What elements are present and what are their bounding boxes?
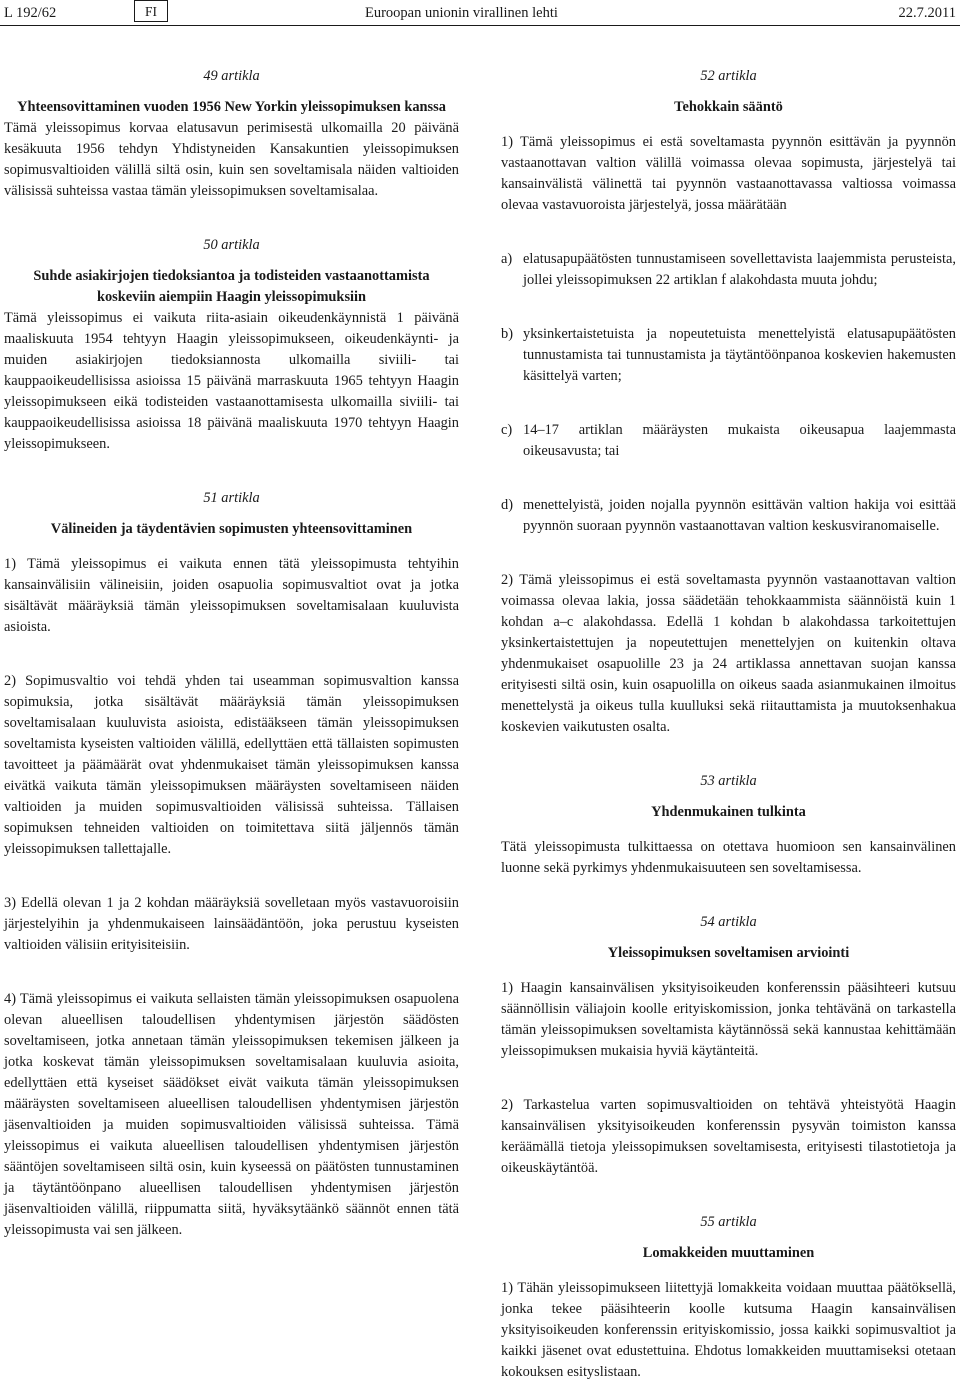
article-49-title: Yhteensovittaminen vuoden 1956 New Yorkin yleissopimuksen kanssa — [17, 99, 446, 115]
article-55-title: Lomakkeiden muuttaminen — [642, 1245, 815, 1261]
article-49-paragraph: Tämä yleissopimus korvaa elatusavun perimisestä ulkomailla 20 päivänä kesäkuuta 1956 tehdyn Yhdistyneiden Kansakuntien yleissopimuksen sopimusvaltioiden välillä siltä osin, kuin sen soveltamisala näiden valtioiden välisissä suhteissa vastaa tämän yleissopimuksen soveltamisalaa. — [4, 120, 459, 199]
article-54-number: 54 artikla — [700, 914, 757, 930]
right-column — [501, 66, 956, 1383]
page-header — [0, 0, 960, 26]
article-51-paragraph-2: 2) Sopimusvaltio voi tehdä yhden tai useamman sopimusvaltion kanssa sopimuksia, jotka sisältävät määräyksiä tämän yleissopimuksen soveltamisalaan kuuluvista asioista, edistääkseen tämän yleissopimuksen soveltamista kyseisten valtioiden välillä, edellyttäen että tällaisten sopimusten tavoitteet ja päämäärät ovat yhdenmukaiset tämän yleissopimuksen kanssa eivätkä vaikuta tämän yleissopimuksen määräysten soveltamiseen näiden valtioiden ja muiden sopimusvaltioiden välisissä suhteissa. Tällaisen sopimuksen tehneiden valtioiden on toimitettava siitä jäljennös tämän yleissopimuksen tallettajalle. — [4, 673, 459, 857]
article-51-paragraph-3: 3) Edellä olevan 1 ja 2 kohdan määräyksiä sovelletaan myös vastavuoroisiin järjestelyihin ja yhdenmukaiseen lainsäädäntöön, joka perustuu kyseisten valtioiden välisiin erityisiteisiin. — [4, 895, 459, 953]
article-53-title: Yhdenmukainen tulkinta — [651, 804, 806, 820]
article-52-paragraph-1: 1) Tämä yleissopimus ei estä soveltamasta pyynnön esittävän ja pyynnön vastaanottavan valtion välillä voimassa olevaa sopimusta, järjestelyä tai kansainvälistä välinettä tai pyynnön vastaanottavassa valtiossa voimassa olevaa vastavuoroista järjestelyä, jossa määrätään — [501, 134, 956, 213]
article-49-number: 49 artikla — [203, 68, 260, 84]
article-51-title: Välineiden ja täydentävien sopimusten yhteensovittaminen — [50, 521, 413, 537]
header-rule — [0, 25, 960, 26]
article-52-item-b — [501, 324, 956, 387]
article-53-paragraph: Tätä yleissopimusta tulkittaessa on otettava huomioon sen kansainvälinen luonne sekä pyrkimys yhdenmukaisuuteen sen soveltamisessa. — [501, 839, 956, 876]
article-51-paragraph-4: 4) Tämä yleissopimus ei vaikuta sellaisten tämän yleissopimuksen osapuolena olevan alueellisen taloudellisen yhdentymisen järjestön säädösten soveltamiseen, jotka annetaan tämän yleissopimuksen tekemisen jälkeen ja jotka koskevat tämän yleissopimuksen soveltamisalaan kuuluvia asioita, edellyttäen että kyseiset säädökset eivät vaikuta tämän yleissopimuksen määräysten soveltamiseen alueellisen taloudellisen yhdentymisen järjestön jäsenvaltioiden ja muiden sopimusvaltioiden välisissä suhteissa. Tämä yleissopimus ei vaikuta alueellisen taloudellisen yhdentymisen järjestön sääntöjen soveltamiseen siltä osin, kuin kyseessä on päätösten tunnustaminen ja täytäntöönpano alueellisen taloudellisen yhdentymisen järjestön jäsenvaltioiden välillä, riippumatta siitä, hyväksytäänkö säännöt ennen tätä yleissopimusta vai sen jälkeen. — [4, 991, 459, 1238]
item-label: d) — [501, 497, 513, 513]
item-text: yksinkertaistetuista ja nopeutetuista menettelyistä elatusapupäätösten tunnustamista tai tunnustamista ja täytäntöönpanoa koskevien hakemusten käsittelyä varten; — [523, 326, 956, 384]
article-52-title: Tehokkain sääntö — [674, 99, 783, 115]
publication-date: 22.7.2011 — [898, 5, 956, 21]
article-52-item-d — [501, 495, 956, 537]
item-text: menettelyistä, joiden nojalla pyynnön esittävän valtion hakija voi esittää pyynnön suoraan pyynnön vastaanottavan valtion keskusviranomaiselle. — [523, 497, 956, 534]
article-50-title: Suhde asiakirjojen tiedoksiantoa ja todisteiden vastaanottamista koskeviin aiempiin Haagin yleissopimuksiin — [33, 268, 430, 305]
article-52-item-c — [501, 420, 956, 462]
article-50-number: 50 artikla — [203, 237, 260, 253]
article-54-title: Yleissopimuksen soveltamisen arviointi — [607, 945, 850, 961]
article-51-paragraph-1: 1) Tämä yleissopimus ei vaikuta ennen tätä yleissopimusta tehtyihin kansainvälisiin välineisiin, joiden osapuolia sopimusvaltiot ovat ja jotka sisältävät määräyksiä tämän yleissopimuksen soveltamisalaan kuuluvista asioista. — [4, 556, 459, 635]
article-55-number: 55 artikla — [700, 1214, 757, 1230]
item-text: elatusapupäätösten tunnustamiseen sovellettavista laajemmista perusteista, jollei yleissopimuksen 22 artiklan f alakohdasta muuta johdu; — [523, 251, 956, 288]
article-52-number: 52 artikla — [700, 68, 757, 84]
article-52-paragraph-2: 2) Tämä yleissopimus ei estä soveltamasta pyynnön vastaanottavan valtion voimassa olevaa lakia, jossa säädetään tehokkaammista säännöistä kuin 1 kohdan a–c alakohdassa. Edellä 1 kohdan b alakohdassa tarkoitettujen yksinkertaistettujen ja nopeutettujen menettelyjen on kuitenkin oltava yhdenmukaiset osapuolille 23 ja 24 artiklassa annettavan suojan kanssa erityisesti siltä osin, kuin osapuolilla on oikeus saada asianmukainen ilmoitus menettelystä ja oikeus tulla kuulluksi sekä riitauttamista ja muutoksenhakua koskevien vaikutusten osalta. — [501, 572, 956, 735]
language-box: FI — [134, 0, 168, 22]
left-column — [4, 66, 459, 1241]
article-55-paragraph: 1) Tähän yleissopimukseen liitettyjä lomakkeita voidaan muuttaa päätöksellä, jonka tekee pääsihteerin koolle kutsuma Haagin kansainvälisen yksityisoikeuden konferenssin erityiskomissio, jossa kaikki sopimusvaltiot ja kaikki jäsenet ovat edustettuina. Ehdotus lomakkeiden muuttamiseksi otetaan kokouksen esityslistaan. — [501, 1280, 956, 1380]
item-label: a) — [501, 251, 513, 267]
article-54-paragraph-2: 2) Tarkastelua varten sopimusvaltioiden on tehtävä yhteistyötä Haagin kansainvälisen yksityisoikeuden konferenssin pysyvän toimiston kanssa keräämällä tietoja yleissopimuksen soveltamisesta, erityisesti tilastotietoja ja oikeuskäytäntöä. — [501, 1097, 956, 1176]
journal-title: Euroopan unionin virallinen lehti — [365, 5, 558, 21]
article-51-number: 51 artikla — [203, 490, 260, 506]
article-52-item-a — [501, 249, 956, 291]
page-reference: L 192/62 — [4, 5, 57, 21]
item-label: c) — [501, 422, 513, 438]
article-53-number: 53 artikla — [700, 773, 757, 789]
article-54-paragraph-1: 1) Haagin kansainvälisen yksityisoikeuden konferenssin pääsihteeri kutsuu säännöllisin väliajoin koolle erityiskomission, jonka tehtävänä on tarkastella tämän yleissopimuksen soveltamista käytännössä sekä kannustaa kehittämään yleissopimuksen mukaisia hyviä käytänteitä. — [501, 980, 956, 1059]
item-label: b) — [501, 326, 513, 342]
item-text: 14–17 artiklan määräysten mukaista oikeusapua laajemmasta oikeusavusta; tai — [523, 422, 956, 459]
article-50-paragraph: Tämä yleissopimus ei vaikuta riita-asiain oikeudenkäynnistä 1 päivänä maaliskuuta 1954 tehtyyn Haagin yleissopimukseen, oikeudenkäynti- ja muiden asiakirjojen tiedoksiannosta ulkomailla siviili- tai kauppaoikeudellisissa asioissa 15 päivänä marraskuuta 1965 tehtyyn Haagin yleissopimukseen eikä todisteiden vastaanottamisesta ulkomailla siviili- tai kauppaoikeudellisissa asioissa 18 päivänä maaliskuuta 1970 tehtyyn Haagin yleissopimukseen. — [4, 310, 459, 452]
